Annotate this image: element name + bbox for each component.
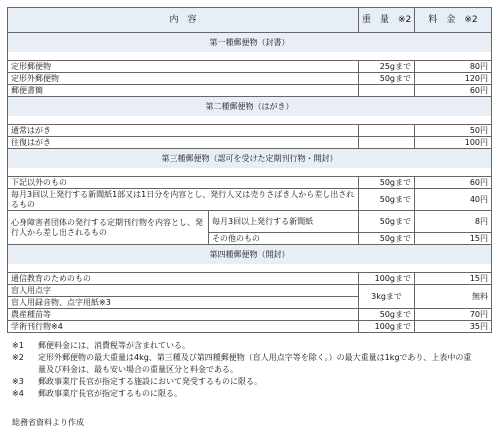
row-weight: 50gまで (359, 309, 415, 321)
row-fee: 15円 (415, 233, 492, 245)
section-title: 第一種郵便物（封書） (8, 33, 492, 53)
footnote-text: 郵政事業庁長官が指定するものに限る。 (38, 389, 182, 398)
table-row (8, 273, 492, 285)
row-fee: 120円 (415, 73, 492, 85)
row-fee: 8円 (415, 211, 492, 233)
table-row (8, 189, 492, 211)
row-label: 郵便書簡 (8, 85, 359, 97)
row-fee: 無料 (415, 285, 492, 309)
footnotes (12, 340, 478, 400)
footnote-key: ※4 (12, 389, 24, 398)
footnote (12, 352, 478, 376)
table-row (8, 309, 492, 321)
table-row (8, 125, 492, 137)
row-label: 盲人用録音物、点字用紙※3 (8, 297, 359, 309)
footnote-text: 郵便料金には、消費税等が含まれている。 (38, 341, 190, 350)
row-fee: 70円 (415, 309, 492, 321)
footnote-key: ※2 (12, 353, 24, 362)
footnote-text: 定形外郵便物の最大重量は4kg、第三種及び第四種郵便物（盲人用点字等を除く。）の最大重量は1kgであり、上表中の重量及び料金は、最も安い場合の重量区分と料金である。 (38, 353, 472, 374)
section-spacer (8, 168, 492, 177)
table-row (8, 177, 492, 189)
section-title: 第三種郵便物（認可を受けた定期刊行物・開封） (8, 149, 492, 169)
section-spacer (8, 116, 492, 125)
table-row (8, 61, 492, 73)
row-label: 定形郵便物 (8, 61, 359, 73)
table-row (8, 321, 492, 333)
header-weight: 重 量 ※2 (359, 8, 415, 33)
row-weight: 50gまで (359, 233, 415, 245)
section-spacer (8, 264, 492, 273)
footnote (12, 340, 478, 352)
section-spacer (8, 52, 492, 61)
footnote-key: ※1 (12, 341, 24, 350)
row-weight (359, 85, 415, 97)
row-weight: 100gまで (359, 321, 415, 333)
row-weight: 3kgまで (359, 285, 415, 309)
row-sublabel: その他のもの (209, 233, 359, 245)
footnote (12, 376, 478, 388)
table-row (8, 137, 492, 149)
postage-table (7, 7, 492, 333)
source-note: 総務省資料より作成 (12, 418, 84, 427)
row-fee: 50円 (415, 125, 492, 137)
row-label: 定形外郵便物 (8, 73, 359, 85)
row-label: 農産種苗等 (8, 309, 359, 321)
row-weight: 100gまで (359, 273, 415, 285)
footnote (12, 388, 478, 400)
row-label: 下記以外のもの (8, 177, 359, 189)
table-row (8, 73, 492, 85)
section-title: 第二種郵便物（はがき） (8, 97, 492, 117)
row-fee: 60円 (415, 177, 492, 189)
row-label: 通常はがき (8, 125, 359, 137)
header-fee: 料 金 ※2 (415, 8, 492, 33)
row-fee: 80円 (415, 61, 492, 73)
row-label: 学術刊行物※4 (8, 321, 359, 333)
section-title: 第四種郵便物（開封） (8, 245, 492, 265)
row-label: 通信教育のためのもの (8, 273, 359, 285)
row-fee: 100円 (415, 137, 492, 149)
row-weight (359, 125, 415, 137)
table-row (8, 211, 492, 233)
row-weight: 50gまで (359, 73, 415, 85)
table-row (8, 285, 492, 297)
table-row (8, 85, 492, 97)
row-fee: 35円 (415, 321, 492, 333)
row-sublabel: 毎月3回以上発行する新聞紙 (209, 211, 359, 233)
row-weight: 50gまで (359, 211, 415, 233)
row-weight: 50gまで (359, 177, 415, 189)
row-fee: 60円 (415, 85, 492, 97)
footnote-key: ※3 (12, 377, 24, 386)
row-fee: 15円 (415, 273, 492, 285)
header-content: 内 容 (8, 8, 359, 33)
row-weight: 50gまで (359, 189, 415, 211)
row-weight: 25gまで (359, 61, 415, 73)
row-label: 心身障害者団体の発行する定期刊行物を内容とし、発行人から差し出されるもの (8, 211, 209, 245)
row-label: 盲人用点字 (8, 285, 359, 297)
footnote-text: 郵政事業庁長官が指定する施設において発受するものに限る。 (38, 377, 262, 386)
row-weight (359, 137, 415, 149)
row-label: 往復はがき (8, 137, 359, 149)
row-fee: 40円 (415, 189, 492, 211)
row-label: 毎月3回以上発行する新聞紙1部又は1日分を内容とし、発行人又は売りさばき人から差し出されるもの (8, 189, 359, 211)
